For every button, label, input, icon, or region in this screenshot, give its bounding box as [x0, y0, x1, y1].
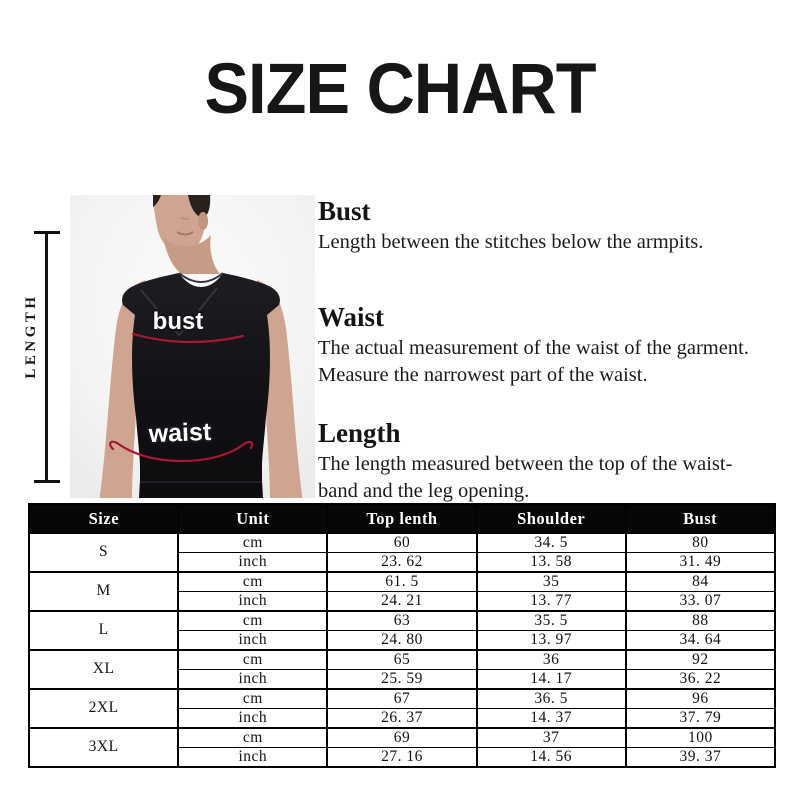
value-cell: 25. 59	[327, 669, 476, 689]
value-cell: 14. 37	[477, 708, 626, 728]
value-cell: 31. 49	[626, 552, 775, 572]
table-row	[29, 728, 775, 748]
table-header-unit: Unit	[178, 504, 327, 533]
value-cell: 96	[626, 689, 775, 709]
value-cell: 13. 97	[477, 630, 626, 650]
value-cell: 33. 07	[626, 591, 775, 611]
value-cell: 14. 17	[477, 669, 626, 689]
value-cell: 34. 5	[477, 533, 626, 552]
value-cell: 24. 80	[327, 630, 476, 650]
size-cell: L	[29, 611, 178, 650]
value-cell: 34. 64	[626, 630, 775, 650]
value-cell: 24. 21	[327, 591, 476, 611]
model-illustration	[70, 195, 315, 498]
value-cell: 67	[327, 689, 476, 709]
value-cell: 69	[327, 728, 476, 748]
table-header-size: Size	[29, 504, 178, 533]
unit-cell: inch	[178, 669, 327, 689]
unit-cell: inch	[178, 630, 327, 650]
unit-cell: cm	[178, 728, 327, 748]
value-cell: 36	[477, 650, 626, 670]
table-row	[29, 611, 775, 631]
value-cell: 13. 58	[477, 552, 626, 572]
size-chart-title: SIZE CHART	[204, 50, 596, 129]
definition-term: Bust	[318, 196, 371, 226]
table-row	[29, 533, 775, 552]
value-cell: 80	[626, 533, 775, 552]
unit-cell: cm	[178, 611, 327, 631]
value-cell: 63	[327, 611, 476, 631]
definition-term: Length	[318, 418, 401, 448]
value-cell: 14. 56	[477, 747, 626, 767]
waist-tag: waist	[148, 417, 212, 449]
value-cell: 36. 5	[477, 689, 626, 709]
length-label: LENGTH	[23, 293, 39, 379]
unit-cell: cm	[178, 689, 327, 709]
value-cell: 39. 37	[626, 747, 775, 767]
value-cell: 92	[626, 650, 775, 670]
table-header-top-length: Top lenth	[327, 504, 476, 533]
table-row	[29, 572, 775, 592]
size-cell: 3XL	[29, 728, 178, 767]
value-cell: 23. 62	[327, 552, 476, 572]
value-cell: 88	[626, 611, 775, 631]
size-table	[28, 503, 776, 768]
size-cell: M	[29, 572, 178, 611]
value-cell: 37. 79	[626, 708, 775, 728]
value-cell: 35. 5	[477, 611, 626, 631]
value-cell: 60	[327, 533, 476, 552]
value-cell: 61. 5	[327, 572, 476, 592]
definition-term: Waist	[318, 302, 385, 332]
definition-line: band and the leg opening.	[318, 480, 530, 502]
ear-shape	[198, 212, 208, 230]
value-cell: 13. 77	[477, 591, 626, 611]
table-header-row	[29, 504, 775, 533]
value-cell: 37	[477, 728, 626, 748]
size-cell: 2XL	[29, 689, 178, 728]
value-cell: 26. 37	[327, 708, 476, 728]
definition-line: Measure the narrowest part of the waist.	[318, 364, 648, 386]
definition-line: Length between the stitches below the armpits.	[318, 231, 704, 253]
definition-section-length	[318, 419, 788, 505]
unit-cell: cm	[178, 572, 327, 592]
unit-cell: inch	[178, 552, 327, 572]
definition-section-waist	[318, 303, 788, 389]
unit-cell: cm	[178, 650, 327, 670]
value-cell: 84	[626, 572, 775, 592]
value-cell: 27. 16	[327, 747, 476, 767]
table-row	[29, 689, 775, 709]
bust-tag: bust	[152, 308, 204, 335]
unit-cell: inch	[178, 708, 327, 728]
unit-cell: cm	[178, 533, 327, 552]
value-cell: 36. 22	[626, 669, 775, 689]
tank-top-shape	[122, 273, 280, 480]
unit-cell: inch	[178, 591, 327, 611]
definition-line: The length measured between the top of the waist-	[318, 453, 733, 475]
table-header-shoulder: Shoulder	[477, 504, 626, 533]
table-header-bust: Bust	[626, 504, 775, 533]
model-photo	[70, 195, 315, 498]
value-cell: 35	[477, 572, 626, 592]
size-cell: S	[29, 533, 178, 572]
table-row	[29, 650, 775, 670]
value-cell: 65	[327, 650, 476, 670]
unit-cell: inch	[178, 747, 327, 767]
size-cell: XL	[29, 650, 178, 689]
value-cell: 100	[626, 728, 775, 748]
definition-section-bust	[318, 197, 788, 256]
definition-line: The actual measurement of the waist of the garment.	[318, 337, 749, 359]
